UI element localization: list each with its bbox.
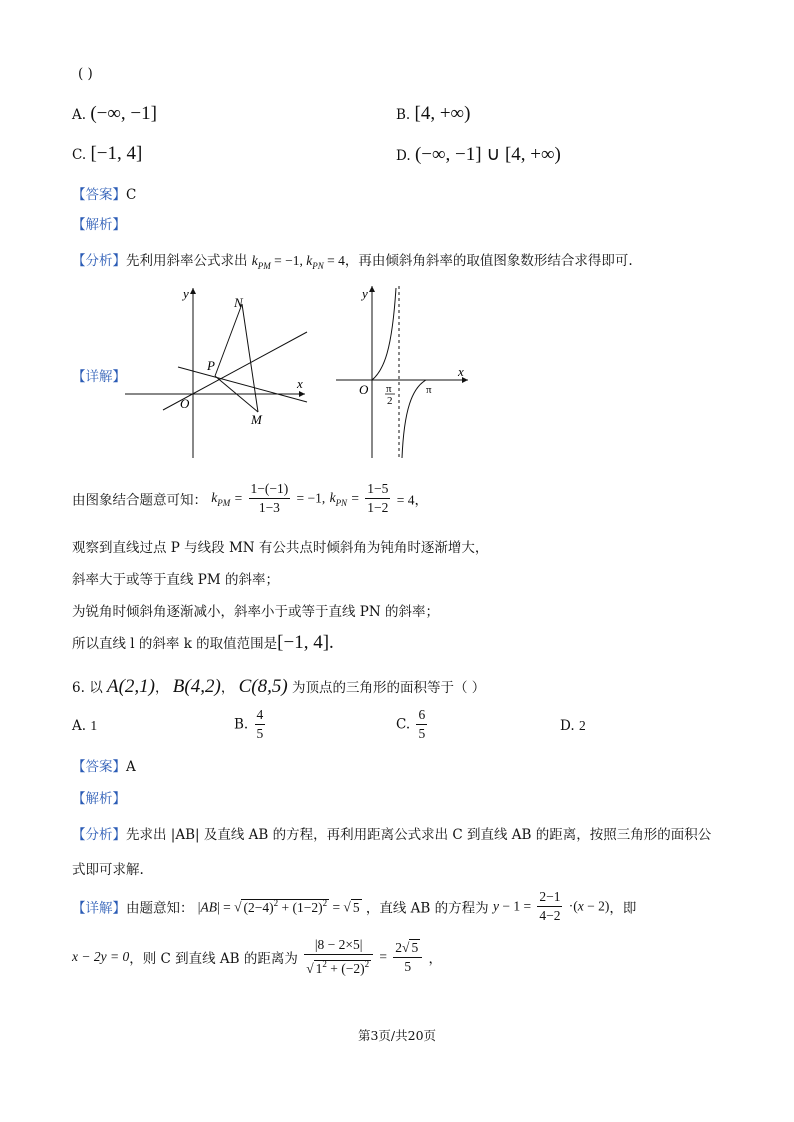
- line-through-p-1: [178, 367, 307, 402]
- page-footer: 第3页/共20页: [357, 1028, 437, 1043]
- option-d: D. (−∞, −1] ∪ [4, +∞): [396, 144, 561, 165]
- fig1-x-label: x: [297, 376, 303, 391]
- q6-detail-line-2: x − 2y = 0，则 C 到直线 AB 的距离为 $\frac{|8 - 2\times 5|}{√ 1^2 + (-2)^2}$ = $\frac{2√ 5}{5}$ ，: [72, 937, 443, 976]
- tan-curve-right: [402, 380, 426, 458]
- tan-curve-left: [372, 288, 396, 380]
- reasoning-line-2: 斜率大于或等于直线 PM 的斜率；: [72, 572, 279, 588]
- option-a: A. (−∞, −1]: [72, 103, 157, 124]
- fig1-n-label: N: [234, 295, 243, 310]
- fig1-origin-label: O: [180, 396, 190, 411]
- fenxi-line: 【分析】先利用斜率公式求出 $k_{PM} = -1$, $k_{PN} = 4$，再由倾斜角斜率的取值图象数形结合求得即可.: [72, 253, 633, 271]
- fig2-pi-label: π: [426, 384, 432, 396]
- segment-pn: [215, 304, 242, 376]
- q6-option-a: A. 1: [72, 718, 98, 734]
- q6-fenxi-line-1: 【分析】先求出 |AB| 及直线 AB 的方程，再利用距离公式求出 C 到直线 AB 的距离，按照三角形的面积公: [72, 827, 712, 843]
- q6-option-d: D. 2: [560, 718, 586, 734]
- slope-expression: $k_{PM} = -1$, $k_{PN} = 4$: [251, 253, 345, 271]
- q6-jiexi-tag: 【解析】: [72, 791, 126, 807]
- answer-value: C: [126, 187, 137, 203]
- fig2-x-label: x: [458, 364, 464, 379]
- slope-calc-line: 由图象结合题意可知： $k_{PM}$ = $\frac{1-(-1)}{1-3}$ = −1, $k_{PN}$ = $\frac{1-5}{1-2}$ = 4，: [72, 481, 428, 515]
- fig2-pi-half-den: 2: [387, 395, 393, 407]
- figure-tangent-curve: [332, 280, 472, 460]
- answer-tag: 【答案】: [72, 187, 126, 203]
- fig2-pi-half-num: π: [386, 383, 392, 395]
- fig2-origin-label: O: [359, 382, 369, 397]
- reasoning-line-3: 为锐角时倾斜角逐渐减小，斜率小于或等于直线 PN 的斜率；: [72, 604, 439, 620]
- fig1-y-label: y: [183, 286, 189, 301]
- fig1-m-label: M: [251, 412, 262, 427]
- question-6-stem: 6. 以 A(2,1)， B(4,2)， C(8,5) 为顶点的三角形的面积等于（ ）: [72, 676, 486, 697]
- option-c: C. [−1, 4]: [72, 143, 143, 164]
- conclusion-line: 所以直线 l 的斜率 k 的取值范围是[−1, 4].: [72, 632, 334, 653]
- fig2-y-label: y: [362, 286, 368, 301]
- q6-fenxi-line-2: 式即可求解.: [72, 862, 144, 878]
- option-b: B. [4, +∞): [396, 103, 471, 124]
- answer-line: [72, 183, 136, 203]
- xiangjie-tag: 【详解】: [72, 369, 126, 385]
- q6-option-b: B. $\frac{4}{5}$: [234, 707, 264, 741]
- q6-detail-line-1: 【详解】由题意知： |AB| = √ $(2-4)^2 + (1-2)^2$ = √ 5 ，直线 AB 的方程为 y − 1 = $\frac{2-1}{4-2}$ ·(x − 2)，即: [72, 889, 637, 923]
- q6-answer-line: 【答案】A: [72, 759, 136, 775]
- fig1-p-label: P: [207, 358, 215, 373]
- answer-paren: ( ): [78, 66, 93, 82]
- jiexi-tag: 【解析】: [72, 217, 126, 233]
- q6-option-c: C. $\frac{6}{5}$: [396, 707, 426, 741]
- segment-nm: [242, 304, 258, 412]
- reasoning-line-1: 观察到直线过点 P 与线段 MN 有公共点时倾斜角为钝角时逐渐增大，: [72, 540, 489, 556]
- figure-line-segment: [125, 280, 315, 460]
